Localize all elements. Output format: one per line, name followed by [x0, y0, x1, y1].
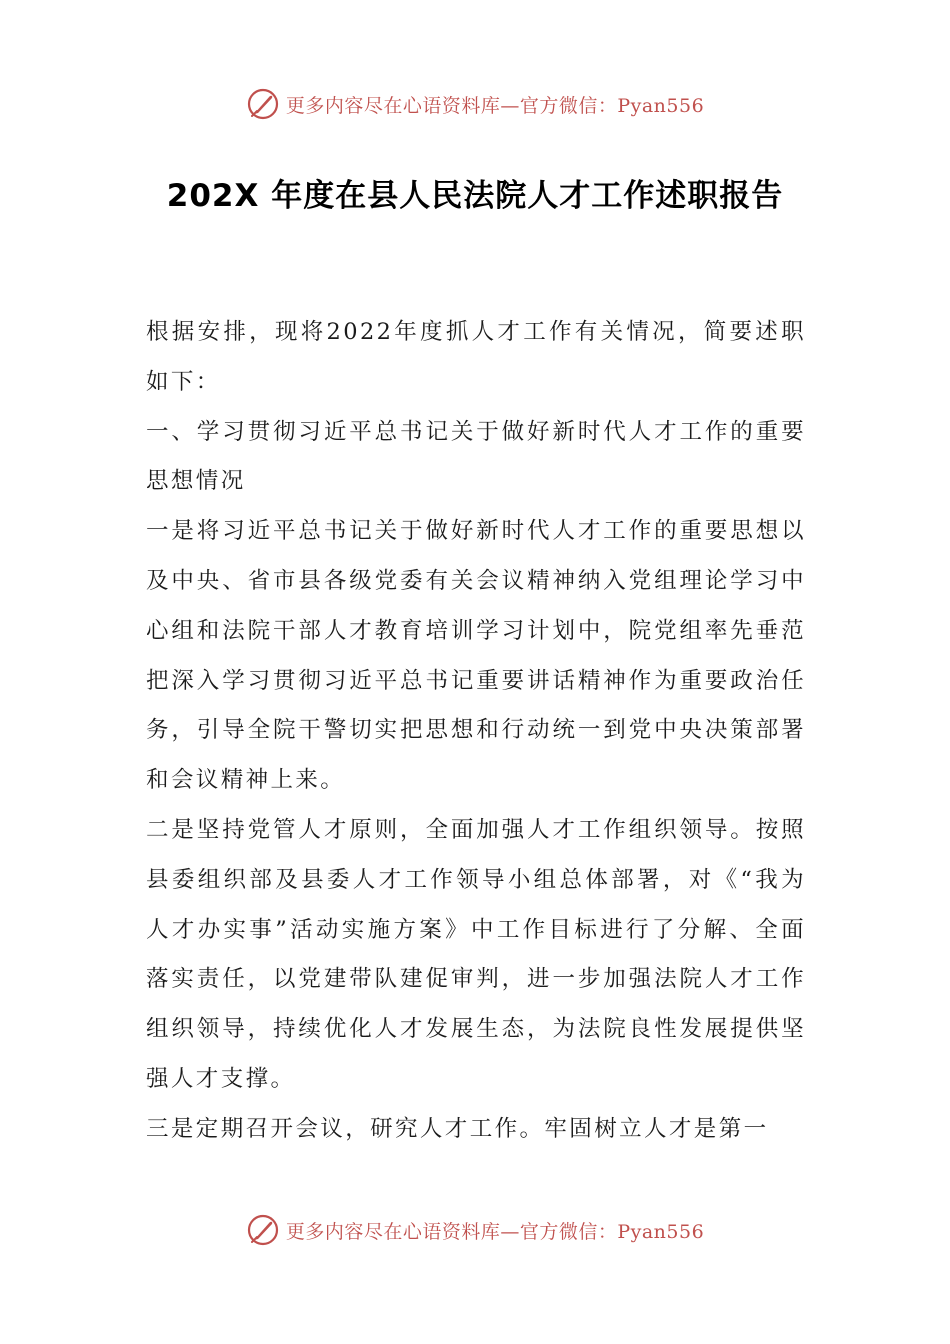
header-watermark-banner: [0, 84, 950, 124]
paragraph-intro: 根据安排，现将2022年度抓人才工作有关情况，简要述职如下：: [146, 319, 806, 395]
watermark-text: 更多内容尽在心语资料库—官方微信：Pyan556: [285, 1220, 705, 1243]
quill-logo-icon: [246, 1213, 280, 1247]
document-body: [146, 308, 806, 1155]
paragraph-point-1: 一是将习近平总书记关于做好新时代人才工作的重要思想以及中央、省市县各级党委有关会议精神纳入党组理论学习中心组和法院干部人才教育培训学习计划中，院党组率先垂范把深入学习贯彻习近平总书记重要讲话精神作为重要政治任务，引导全院干警切实把思想和行动统一到党中央决策部署和会议精神上来。: [146, 518, 806, 794]
section-heading-1: 一、学习贯彻习近平总书记关于做好新时代人才工作的重要思想情况: [146, 418, 806, 495]
footer-watermark-banner: [0, 1210, 950, 1250]
watermark-text: 更多内容尽在心语资料库—官方微信：Pyan556: [285, 94, 705, 117]
quill-logo-icon: [246, 87, 280, 121]
document-title: 202X 年度在县人民法院人才工作述职报告: [166, 178, 784, 214]
paragraph-point-3: 三是定期召开会议，研究人才工作。牢固树立人才是第一: [146, 1115, 769, 1142]
paragraph-point-2: 二是坚持党管人才原则，全面加强人才工作组织领导。按照县委组织部及县委人才工作领导小组总体部署，对《“我为人才办实事”活动实施方案》中工作目标进行了分解、全面落实责任，以党建带队建促审判，进一步加强法院人才工作组织领导，持续优化人才发展生态，为法院良性发展提供坚强人才支撑。: [146, 816, 806, 1092]
